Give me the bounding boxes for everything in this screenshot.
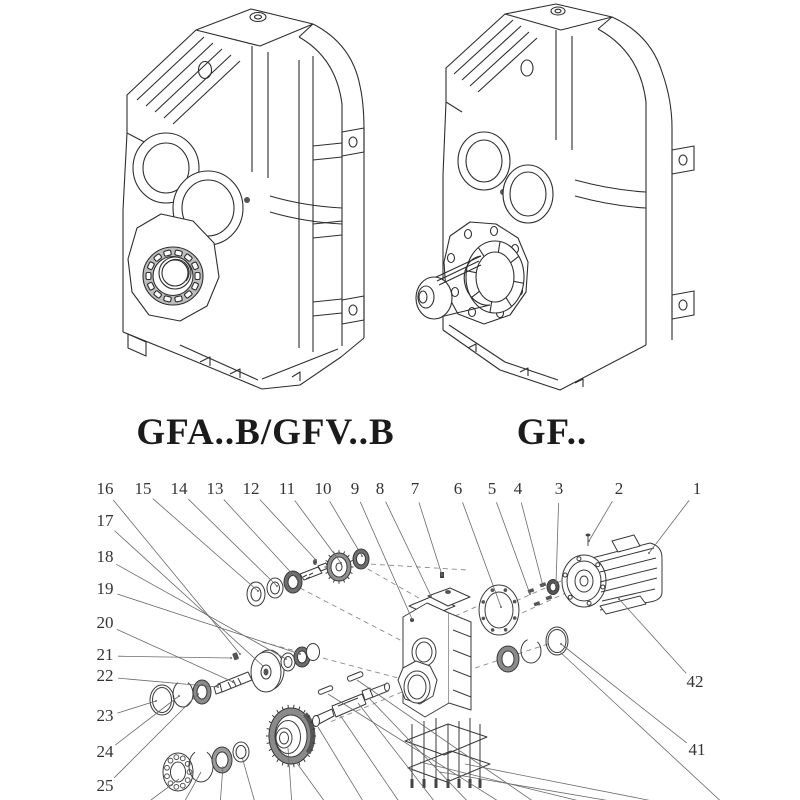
- part-number-label: 25: [96, 775, 114, 795]
- leader-line: [386, 502, 431, 596]
- caption-gf: GF..: [516, 412, 588, 453]
- part-number-label: 24: [96, 741, 114, 761]
- leader-line: [113, 500, 240, 654]
- part-number-label: 41: [688, 739, 706, 759]
- leader-line: [260, 500, 316, 560]
- part-number-label: 17: [96, 510, 114, 530]
- leader-line: [619, 599, 686, 673]
- figure-gfa-gfv-drawing: [123, 9, 364, 389]
- leader-line: [556, 503, 559, 584]
- part-number-label: 20: [96, 612, 114, 632]
- leader-line: [419, 502, 442, 575]
- leader-line: [521, 503, 543, 586]
- leader-line: [115, 531, 263, 666]
- callout-labels: [97, 479, 706, 795]
- assembly-axis-dashed: [300, 588, 404, 642]
- part-number-label: 19: [96, 578, 114, 598]
- cutoff-leader-line: [242, 757, 256, 800]
- leader-line: [561, 644, 687, 743]
- part-number-label: 1: [692, 478, 702, 498]
- leader-line: [116, 564, 286, 659]
- cutoff-leader-line: [318, 727, 366, 800]
- part-number-label: 8: [375, 478, 385, 498]
- assembly-axis-dashed: [522, 592, 568, 613]
- part-number-label: 9: [350, 478, 360, 498]
- part-number-label: 3: [554, 478, 564, 498]
- exploded-parts-illustration: [150, 534, 662, 792]
- part-number-label: 21: [96, 644, 114, 664]
- leader-line: [295, 500, 341, 563]
- part-number-label: 7: [410, 478, 420, 498]
- part-number-label: 16: [96, 478, 114, 498]
- cutoff-leader-line: [296, 762, 328, 800]
- leader-line: [649, 500, 689, 553]
- leader-line: [224, 500, 297, 579]
- part-number-label: 6: [453, 478, 463, 498]
- part-number-label: 12: [242, 478, 260, 498]
- leader-line: [117, 594, 300, 654]
- part-number-label: 11: [278, 478, 296, 498]
- leader-line: [117, 701, 156, 713]
- leader-line: [462, 502, 501, 607]
- leader-line: [117, 629, 233, 682]
- leader-line: [153, 499, 258, 591]
- part-number-label: 10: [314, 478, 332, 498]
- caption-gfa-gfv: GFA..B/GFV..B: [136, 412, 395, 453]
- cutoff-leader-line: [143, 779, 179, 800]
- part-number-label: 4: [513, 478, 523, 498]
- part-number-label: 42: [686, 671, 704, 691]
- callout-leader-lines: [113, 499, 689, 778]
- cutoff-leader-line: [340, 715, 402, 800]
- part-number-label: 23: [96, 705, 114, 725]
- leader-line: [330, 501, 362, 556]
- part-number-label: 15: [134, 478, 152, 498]
- leader-line: [118, 656, 231, 658]
- part-number-label: 5: [487, 478, 497, 498]
- part-number-label: 18: [96, 546, 114, 566]
- figure-gf-drawing: [416, 4, 694, 390]
- part-number-label: 2: [614, 478, 624, 498]
- part-number-label: 13: [206, 478, 224, 498]
- assembly-axis-dashed: [353, 563, 468, 570]
- leader-line: [589, 501, 612, 541]
- part-number-label: 14: [170, 478, 188, 498]
- part-number-label: 22: [96, 665, 114, 685]
- assembly-axis-dashed: [455, 606, 478, 616]
- cutoff-leader-line: [358, 703, 438, 800]
